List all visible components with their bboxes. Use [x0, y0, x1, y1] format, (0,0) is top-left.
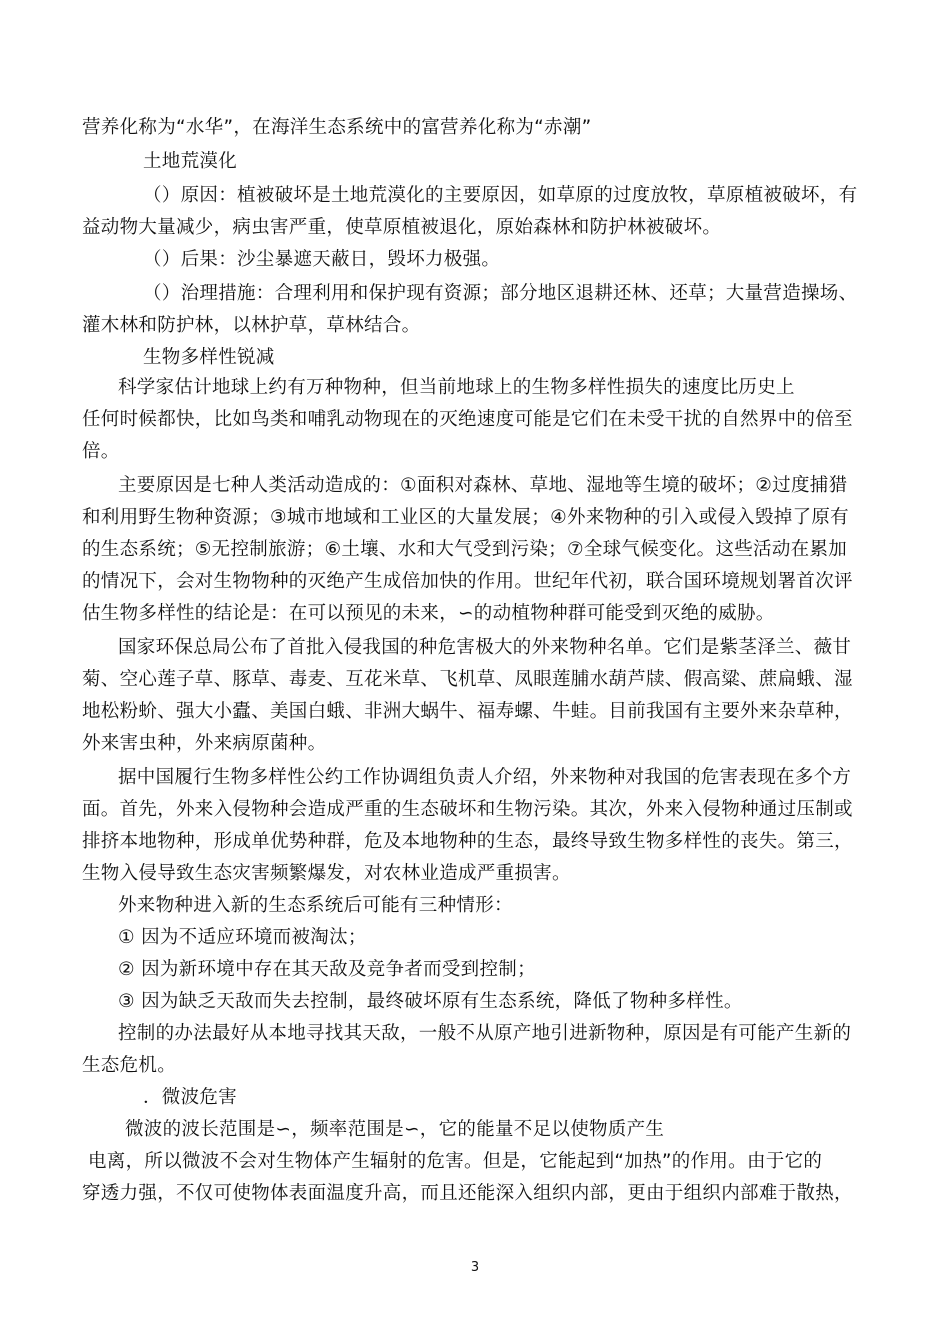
text-line: 外来物种进入新的生态系统后可能有三种情形： [118, 895, 513, 916]
text-line: 微波的波长范围是∽，频率范围是∽，它的能量不足以使物质产生 [125, 1119, 665, 1140]
text-line: 菊、空心莲子草、豚草、毒麦、互花米草、飞机草、凤眼莲脯水葫芦牍、假高粱、蔗扁蛾、湿 [82, 669, 853, 690]
text-line: 任何时候都快，比如鸟类和哺乳动物现在的灭绝速度可能是它们在未受干扰的自然界中的倍至 [82, 409, 853, 430]
text-line: 的生态系统；⑤无控制旅游；⑥土壤、水和大气受到污染；⑦全球气候变化。这些活动在累加 [82, 539, 848, 560]
text-line: 灌木林和防护林，以林护草，草林结合。 [82, 315, 421, 336]
text-line: 的情况下，会对生物物种的灭绝产生成倍加快的作用。世纪年代初，联合国环境规划署首次评 [82, 571, 853, 592]
page-number: 3 [470, 1260, 480, 1275]
text-line: （）原因：植被破坏是土地荒漠化的主要原因，如草原的过度放牧，草原植被破坏，有 [143, 185, 858, 206]
list-item: ① 因为不适应环境而被淘汰； [118, 927, 367, 948]
section-heading: 生物多样性锐减 [143, 347, 275, 368]
list-item: ② 因为新环境中存在其天敌及竞争者而受到控制； [118, 959, 536, 980]
text-line: （）后果：沙尘暴遮天蔽日，毁坏力极强。 [143, 249, 501, 270]
text-line: 生态危机。 [82, 1055, 177, 1076]
text-line: 和利用野生物种资源；③城市地域和工业区的大量发展；④外来物种的引入或侵入毁掉了原有 [82, 507, 849, 528]
text-line: 营养化称为“水华”，在海洋生态系统中的富营养化称为“赤潮” [82, 117, 592, 138]
text-line: 电离，所以微波不会对生物体产生辐射的危害。但是，它能起到“加热”的作用。由于它的 [88, 1151, 823, 1172]
text-line: 穿透力强，不仅可使物体表面温度升高，而且还能深入组织内部，更由于组织内部难于散热， [82, 1183, 853, 1204]
text-line: 科学家估计地球上约有万种物种，但当前地球上的生物多样性损失的速度比历史上 [118, 377, 795, 398]
text-line: 控制的办法最好从本地寻找其天敌，一般不从原产地引进新物种，原因是有可能产生新的 [118, 1023, 852, 1044]
list-item: ③ 因为缺乏天敌而失去控制，最终破坏原有生态系统，降低了物种多样性。 [118, 991, 743, 1012]
text-line: 地松粉蚧、强大小蠹、美国白蛾、非洲大蜗牛、福寿螺、牛蛙。目前我国有主要外来杂草种， [82, 701, 853, 722]
section-heading: ．微波危害 [143, 1087, 238, 1108]
text-line: 估生物多样性的结论是：在可以预见的未来，∽的动植物种群可能受到灭绝的威胁。 [82, 603, 775, 624]
text-line: 排挤本地物种，形成单优势种群，危及本地物种的生态，最终导致生物多样性的丧失。第三， [82, 831, 853, 852]
text-line: 益动物大量减少，病虫害严重，使草原植被退化，原始森林和防护林被破坏。 [82, 217, 722, 238]
text-line: 外来害虫种，外来病原菌种。 [82, 733, 327, 754]
section-heading: 土地荒漠化 [143, 151, 238, 172]
text-line: （）治理措施：合理利用和保护现有资源；部分地区退耕还林、还草；大量营造操场、 [143, 283, 858, 304]
text-line: 倍。 [82, 441, 120, 462]
text-line: 据中国履行生物多样性公约工作协调组负责人介绍，外来物种对我国的危害表现在多个方 [118, 767, 852, 788]
text-line: 面。首先，外来入侵物种会造成严重的生态破坏和生物污染。其次，外来入侵物种通过压制或 [82, 799, 853, 820]
text-line: 主要原因是七种人类活动造成的：①面积对森林、草地、湿地等生境的破坏；②过度捕猎 [118, 475, 848, 496]
text-line: 国家环保总局公布了首批入侵我国的种危害极大的外来物种名单。它们是紫茎泽兰、薇甘 [118, 637, 852, 658]
text-line: 生物入侵导致生态灾害频繁爆发，对农林业造成严重损害。 [82, 863, 571, 884]
